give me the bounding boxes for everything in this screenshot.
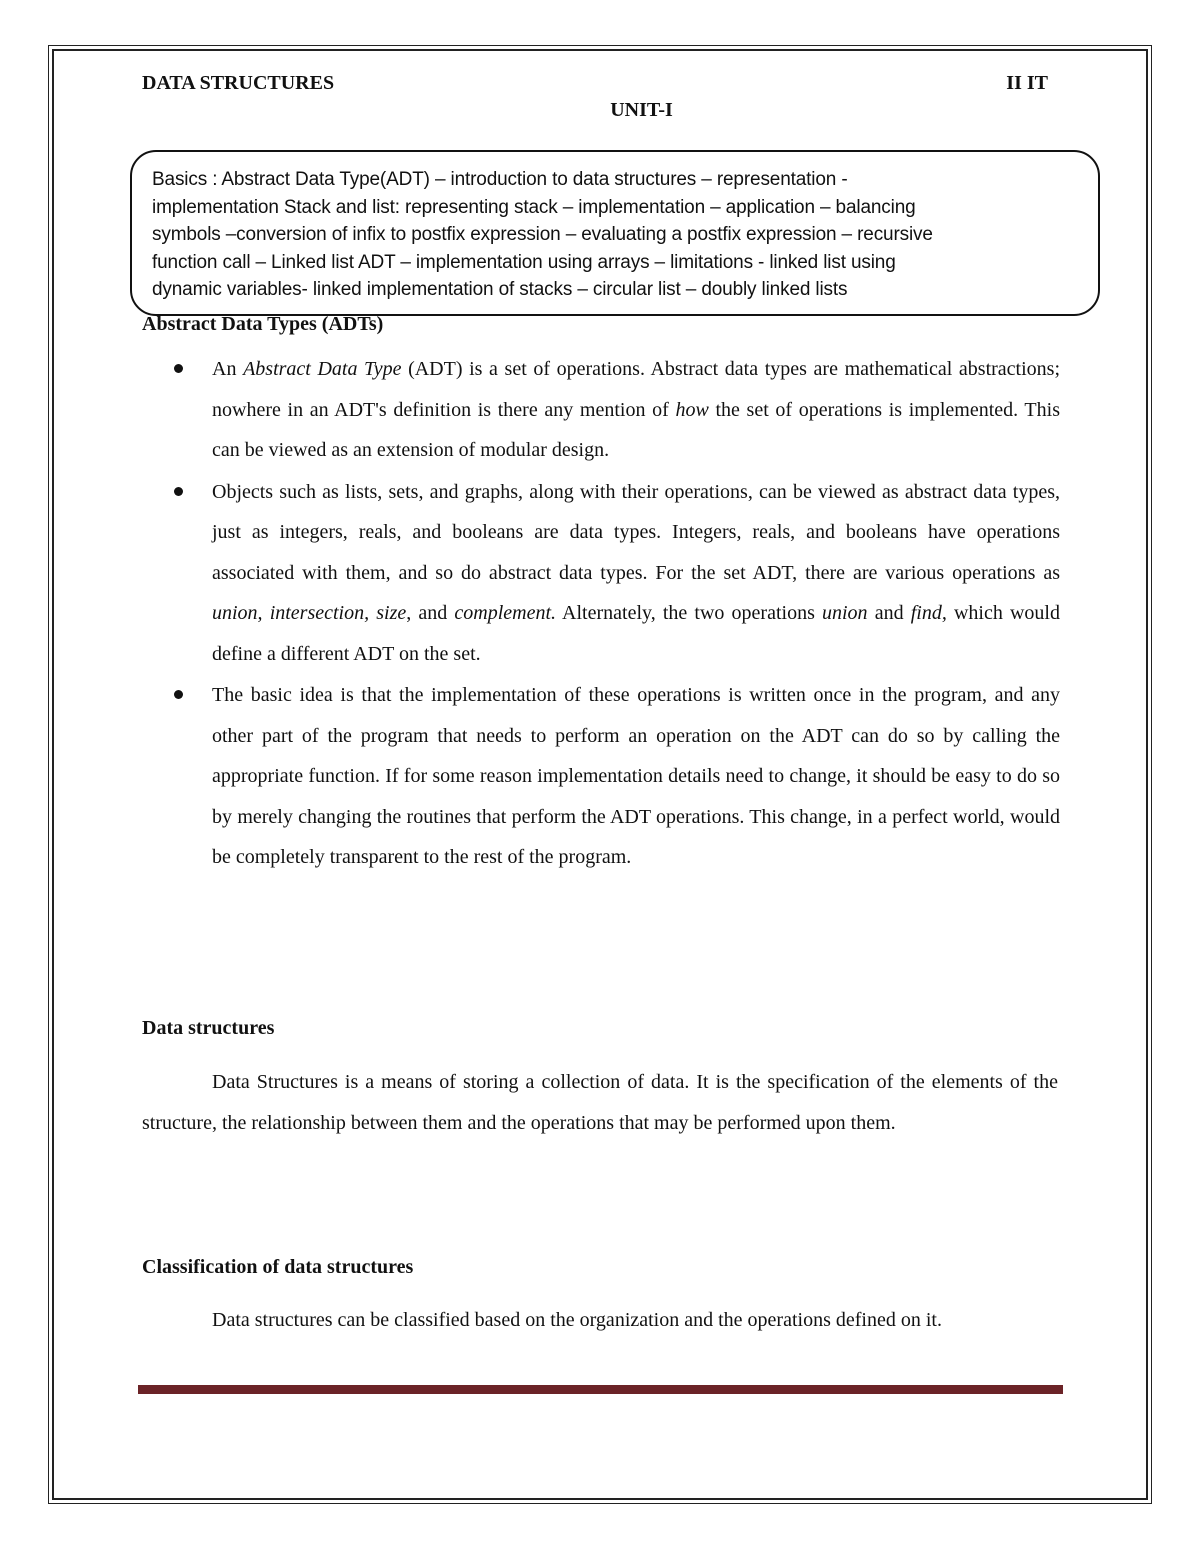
adt-heading: Abstract Data Types (ADTs) (142, 313, 384, 335)
unit-title: UNIT-I (610, 99, 673, 121)
italic-term: how (675, 398, 709, 421)
text-run: and (867, 602, 911, 624)
syllabus-line: implementation Stack and list: representing stack – implementation – application – balancing (152, 196, 916, 218)
ds-heading: Data structures (142, 1017, 275, 1039)
text-run: the set of operations is implemented. This can be viewed as an extension of modular design. (212, 398, 1060, 461)
text-run: (ADT) is a set of operations. Abstract data types are mathematical abstractions; nowhere in an ADT's definition is there any mention of (212, 358, 1060, 421)
italic-term: Abstract Data Type (243, 358, 402, 380)
text-run: The basic idea is that the implementation of these operations is written once in the program, and any other part of the program that needs to perform an operation on the ADT can do so by calling the appropriate function. If for some reason implementation details need to change, it should be easy to do so by merely changing the routines that perform the ADT operations. This change, in a perfect world, would be completely transparent to the rest of the program. (212, 684, 1060, 868)
italic-term: union (822, 602, 868, 624)
syllabus-line: function call – Linked list ADT – implementation using arrays – limitations - linked list using (152, 251, 896, 273)
adt-bullet-2 (170, 472, 1060, 675)
text-run: , and (406, 602, 455, 624)
syllabus-line: Basics : Abstract Data Type(ADT) – introduction to data structures – representation - (152, 169, 848, 190)
bullet-icon (174, 364, 183, 373)
syllabus-line: symbols –conversion of infix to postfix expression – evaluating a postfix expression – recursive (152, 224, 933, 245)
bullet-icon (174, 690, 183, 699)
footer-rule (138, 1385, 1063, 1394)
adt-bullet-list (170, 349, 1060, 879)
bullet-icon (174, 487, 183, 496)
text-run: Alternately, the two operations (556, 602, 822, 624)
syllabus-box (130, 150, 1100, 316)
header-class-label: II IT (1006, 72, 1048, 94)
text-run: which would define a different ADT on the set. (212, 602, 1060, 665)
italic-term: find, (910, 602, 947, 624)
text-run: Objects such as lists, sets, and graphs, along with their operations, can be viewed as abstract data types, just as integers, reals, and booleans are data types. Integers, reals, and booleans have operations associated with them, and so do abstract data types. For the set ADT, there are various operations as (212, 480, 1060, 584)
classification-heading: Classification of data structures (142, 1256, 414, 1278)
header-course-title: DATA STRUCTURES (142, 72, 335, 94)
classification-paragraph: Data structures can be classified based on the organization and the operations defined on it. (212, 1309, 942, 1331)
syllabus-line: dynamic variables- linked implementation of stacks – circular list – doubly linked lists (152, 279, 848, 300)
ds-paragraph: Data Structures is a means of storing a collection of data. It is the specification of the elements of the structure, the relationship between them and the operations that may be performed upon them. (142, 1071, 1058, 1134)
adt-bullet-3 (170, 675, 1060, 878)
italic-term: complement. (454, 602, 557, 624)
text-run: An (212, 358, 244, 380)
italic-term: union, intersection, size (212, 602, 407, 624)
adt-bullet-1 (170, 349, 1060, 471)
